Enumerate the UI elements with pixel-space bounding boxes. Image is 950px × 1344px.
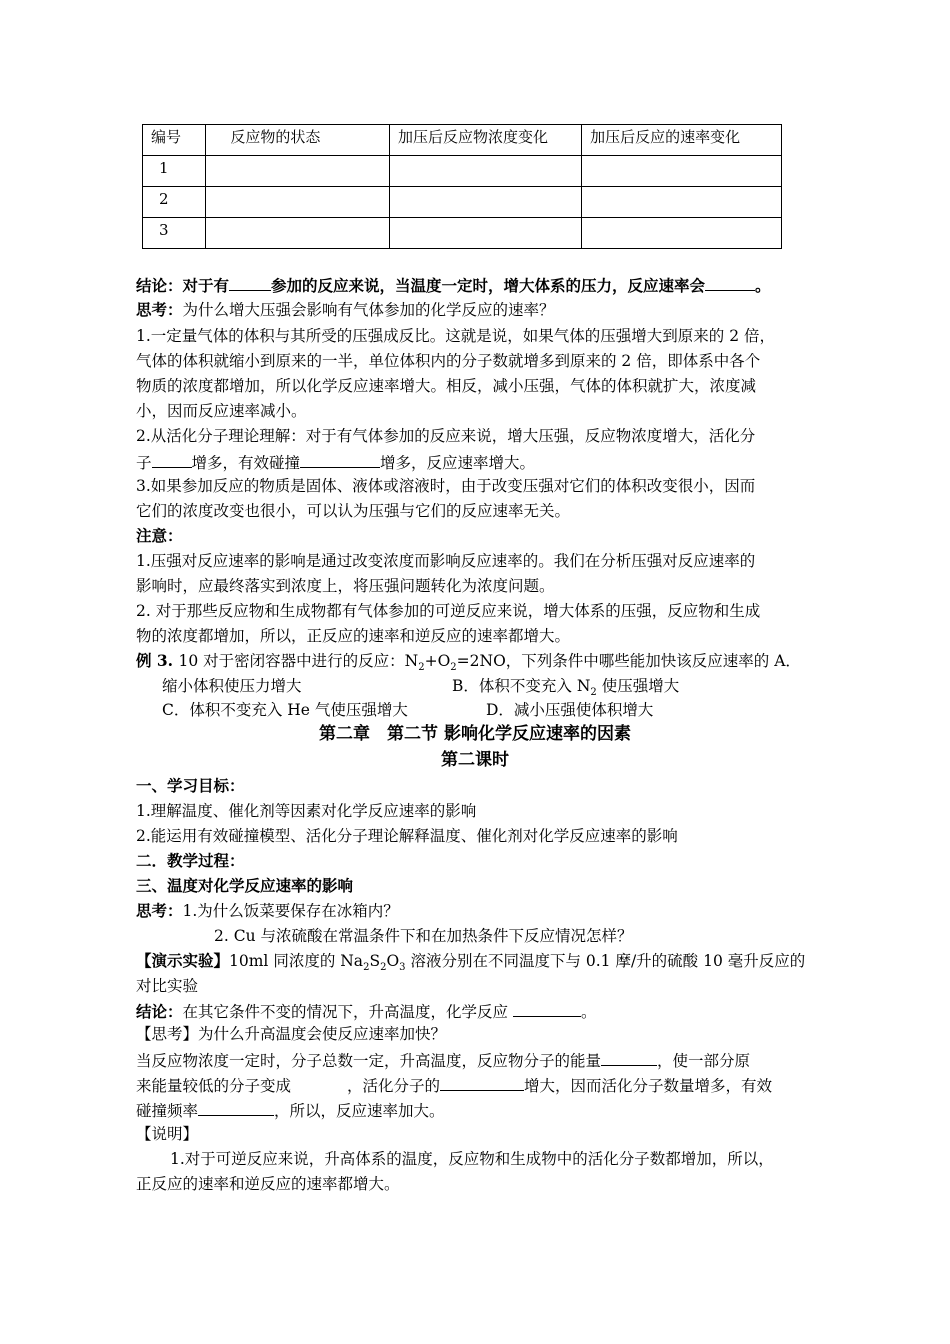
demo-text: 10ml 同浓度的 Na <box>229 952 364 970</box>
paragraph-text: 当反应物浓度一定时，分子总数一定，升高温度，反应物分子的能量 <box>136 1052 602 1070</box>
paragraph-text: 子 <box>136 454 152 472</box>
paragraph-line: 它们的浓度改变也很小，可以认为压强与它们的反应速率无关。 <box>136 502 571 520</box>
option-d: D．减小压强使体积增大 <box>486 701 654 719</box>
paragraph-line <box>136 1047 750 1073</box>
paragraph-line: 1.对于可逆反应来说，升高体系的温度，反应物和生成物中的活化分子数都增加，所以， <box>170 1150 774 1168</box>
table-cell <box>582 156 782 187</box>
conclusion-label: 结论： <box>136 1002 183 1021</box>
blank-line <box>300 449 380 468</box>
demo-label: 【演示实验】 <box>136 951 230 970</box>
blank-line <box>705 272 755 291</box>
demo-line: 对比实验 <box>136 977 199 995</box>
table-header-row <box>143 125 782 156</box>
demo-text: 溶液分别在不同温度下与 0.1 摩/升的硫酸 10 毫升反应的 <box>405 952 806 970</box>
paragraph-text: ，活化分子的 <box>347 1077 441 1095</box>
paragraph-line: 气体的体积就缩小到原来的一半，单位体积内的分子数就增多到原来的 2 倍，即体系中各个 <box>136 352 761 370</box>
table-cell: 3 <box>143 218 206 249</box>
paragraph-text: 增多，反应速率增大。 <box>380 454 536 472</box>
paragraph-text: 增大，因而活化分子数量增多，有效 <box>524 1077 773 1095</box>
demo-line <box>136 949 805 980</box>
option-c: C．体积不变充入 He 气使压强增大 <box>162 701 408 719</box>
explain-heading: 【说明】 <box>136 1125 199 1143</box>
table-header-cell: 加压后反应物浓度变化 <box>389 125 581 156</box>
demo-text: O <box>386 952 400 970</box>
think-question: 2. Cu 与浓硫酸在常温条件下和在加热条件下反应情况怎样？ <box>214 927 633 945</box>
example-text: =2NO，下列条件中哪些能加快该反应速率的 A． <box>456 652 801 670</box>
demo-text: S <box>369 952 381 970</box>
paragraph-line: 1.一定量气体的体积与其所受的压强成反比。这就是说，如果气体的压强增大到原来的 2 倍， <box>136 327 776 345</box>
table-cell <box>389 187 581 218</box>
paragraph-text: 来能量较低的分子变成 <box>136 1077 292 1095</box>
conclusion-text: 。 <box>580 1003 597 1021</box>
table-cell: 2 <box>143 187 206 218</box>
section-heading: 二．教学过程： <box>136 851 245 870</box>
paragraph-line <box>136 1097 445 1123</box>
think-label: 思考： <box>136 901 183 920</box>
table-header-cell: 反应物的状态 <box>206 125 390 156</box>
example-label: 例 3. <box>136 651 179 670</box>
table-cell <box>389 156 581 187</box>
think-line <box>136 899 399 923</box>
section-heading: 三、温度对化学反应速率的影响 <box>136 876 354 895</box>
paragraph-line: 正反应的速率和逆反应的速率都增大。 <box>136 1175 400 1193</box>
conclusion-line <box>136 998 596 1024</box>
paragraph-line: 小，因而反应速率减小。 <box>136 402 307 420</box>
think-question: 1.为什么饭菜要保存在冰箱内？ <box>182 902 399 920</box>
subscript: 2 <box>590 687 597 699</box>
conclusion-line <box>136 272 771 298</box>
table-cell <box>582 187 782 218</box>
paragraph-line: 2.从活化分子理论理解：对于有气体参加的反应来说，增大压强，反应物浓度增大，活化分 <box>136 427 756 445</box>
paragraph-line: 物质的浓度都增加，所以化学反应速率增大。相反，减小压强，气体的体积就扩大，浓度减 <box>136 377 757 395</box>
paragraph-text: 增多，有效碰撞 <box>191 454 301 472</box>
option-a: 缩小体积使压力增大 <box>162 677 302 695</box>
note-heading: 注意： <box>136 526 183 545</box>
table-cell <box>582 218 782 249</box>
lesson-title: 第二课时 <box>441 750 509 770</box>
table-row <box>143 218 782 249</box>
table-row <box>143 156 782 187</box>
paragraph-line: 物的浓度都增加，所以，正反应的速率和逆反应的速率都增大。 <box>136 627 571 645</box>
paragraph-text: ，所以，反应速率加大。 <box>274 1102 445 1120</box>
option-text: B．体积不变充入 N <box>452 677 591 695</box>
conclusion-text: 结论：对于有 <box>136 276 230 295</box>
example-text: +O <box>424 652 451 670</box>
table-cell <box>206 187 390 218</box>
goal-line: 2.能运用有效碰撞模型、活化分子理论解释温度、催化剂对化学反应速率的影响 <box>136 827 678 845</box>
think-line <box>136 298 555 322</box>
conclusion-text: 在其它条件不变的情况下，升高温度，化学反应 <box>182 1003 513 1021</box>
chapter-title: 第二章 第二节 影响化学反应速率的因素 <box>319 724 631 744</box>
subscript: 2 <box>418 662 425 674</box>
blank-line <box>152 449 192 468</box>
subscript: 2 <box>380 962 387 974</box>
blank-line <box>601 1047 657 1066</box>
table-row <box>143 187 782 218</box>
subscript: 2 <box>450 662 457 674</box>
conclusion-text: 。 <box>755 276 771 295</box>
table-header-cell: 编号 <box>143 125 206 156</box>
paragraph-line <box>136 1072 772 1098</box>
pressure-effect-table <box>142 124 782 249</box>
subscript: 2 <box>363 962 370 974</box>
paragraph-line <box>136 449 535 475</box>
blank-line <box>513 998 581 1017</box>
blank-line <box>229 272 271 291</box>
paragraph-line: 3.如果参加反应的物质是固体、液体或溶液时，由于改变压强对它们的体积改变很小，因而 <box>136 477 756 495</box>
paragraph-line: 1.压强对反应速率的影响是通过改变浓度而影响反应速率的。我们在分析压强对反应速率的 <box>136 552 756 570</box>
paragraph-line: 影响时，应最终落实到浓度上，将压强问题转化为浓度问题。 <box>136 577 555 595</box>
table-cell <box>206 156 390 187</box>
paragraph-text: 碰撞频率 <box>136 1102 199 1120</box>
blank-line <box>198 1097 274 1116</box>
think-heading: 【思考】为什么升高温度会使反应速率加快？ <box>136 1025 447 1043</box>
goal-line: 1.理解温度、催化剂等因素对化学反应速率的影响 <box>136 802 477 820</box>
option-text: 使压强增大 <box>596 677 680 695</box>
section-heading: 一、学习目标： <box>136 776 245 795</box>
blank-line <box>440 1072 524 1091</box>
conclusion-text: 参加的反应来说，当温度一定时，增大体系的压力，反应速率会 <box>271 276 706 295</box>
example-text: 10 对于密闭容器中进行的反应：N <box>178 652 419 670</box>
paragraph-text: ，使一部分原 <box>657 1052 751 1070</box>
table-cell <box>389 218 581 249</box>
paragraph-line: 2. 对于那些反应物和生成物都有气体参加的可逆反应来说，增大体系的压强，反应物和生成 <box>136 602 761 620</box>
table-header-cell: 加压后反应的速率变化 <box>582 125 782 156</box>
table-cell <box>206 218 390 249</box>
think-label: 思考： <box>136 300 183 319</box>
table-cell: 1 <box>143 156 206 187</box>
subscript: 3 <box>399 962 406 974</box>
think-question: 为什么增大压强会影响有气体参加的化学反应的速率？ <box>182 301 555 319</box>
